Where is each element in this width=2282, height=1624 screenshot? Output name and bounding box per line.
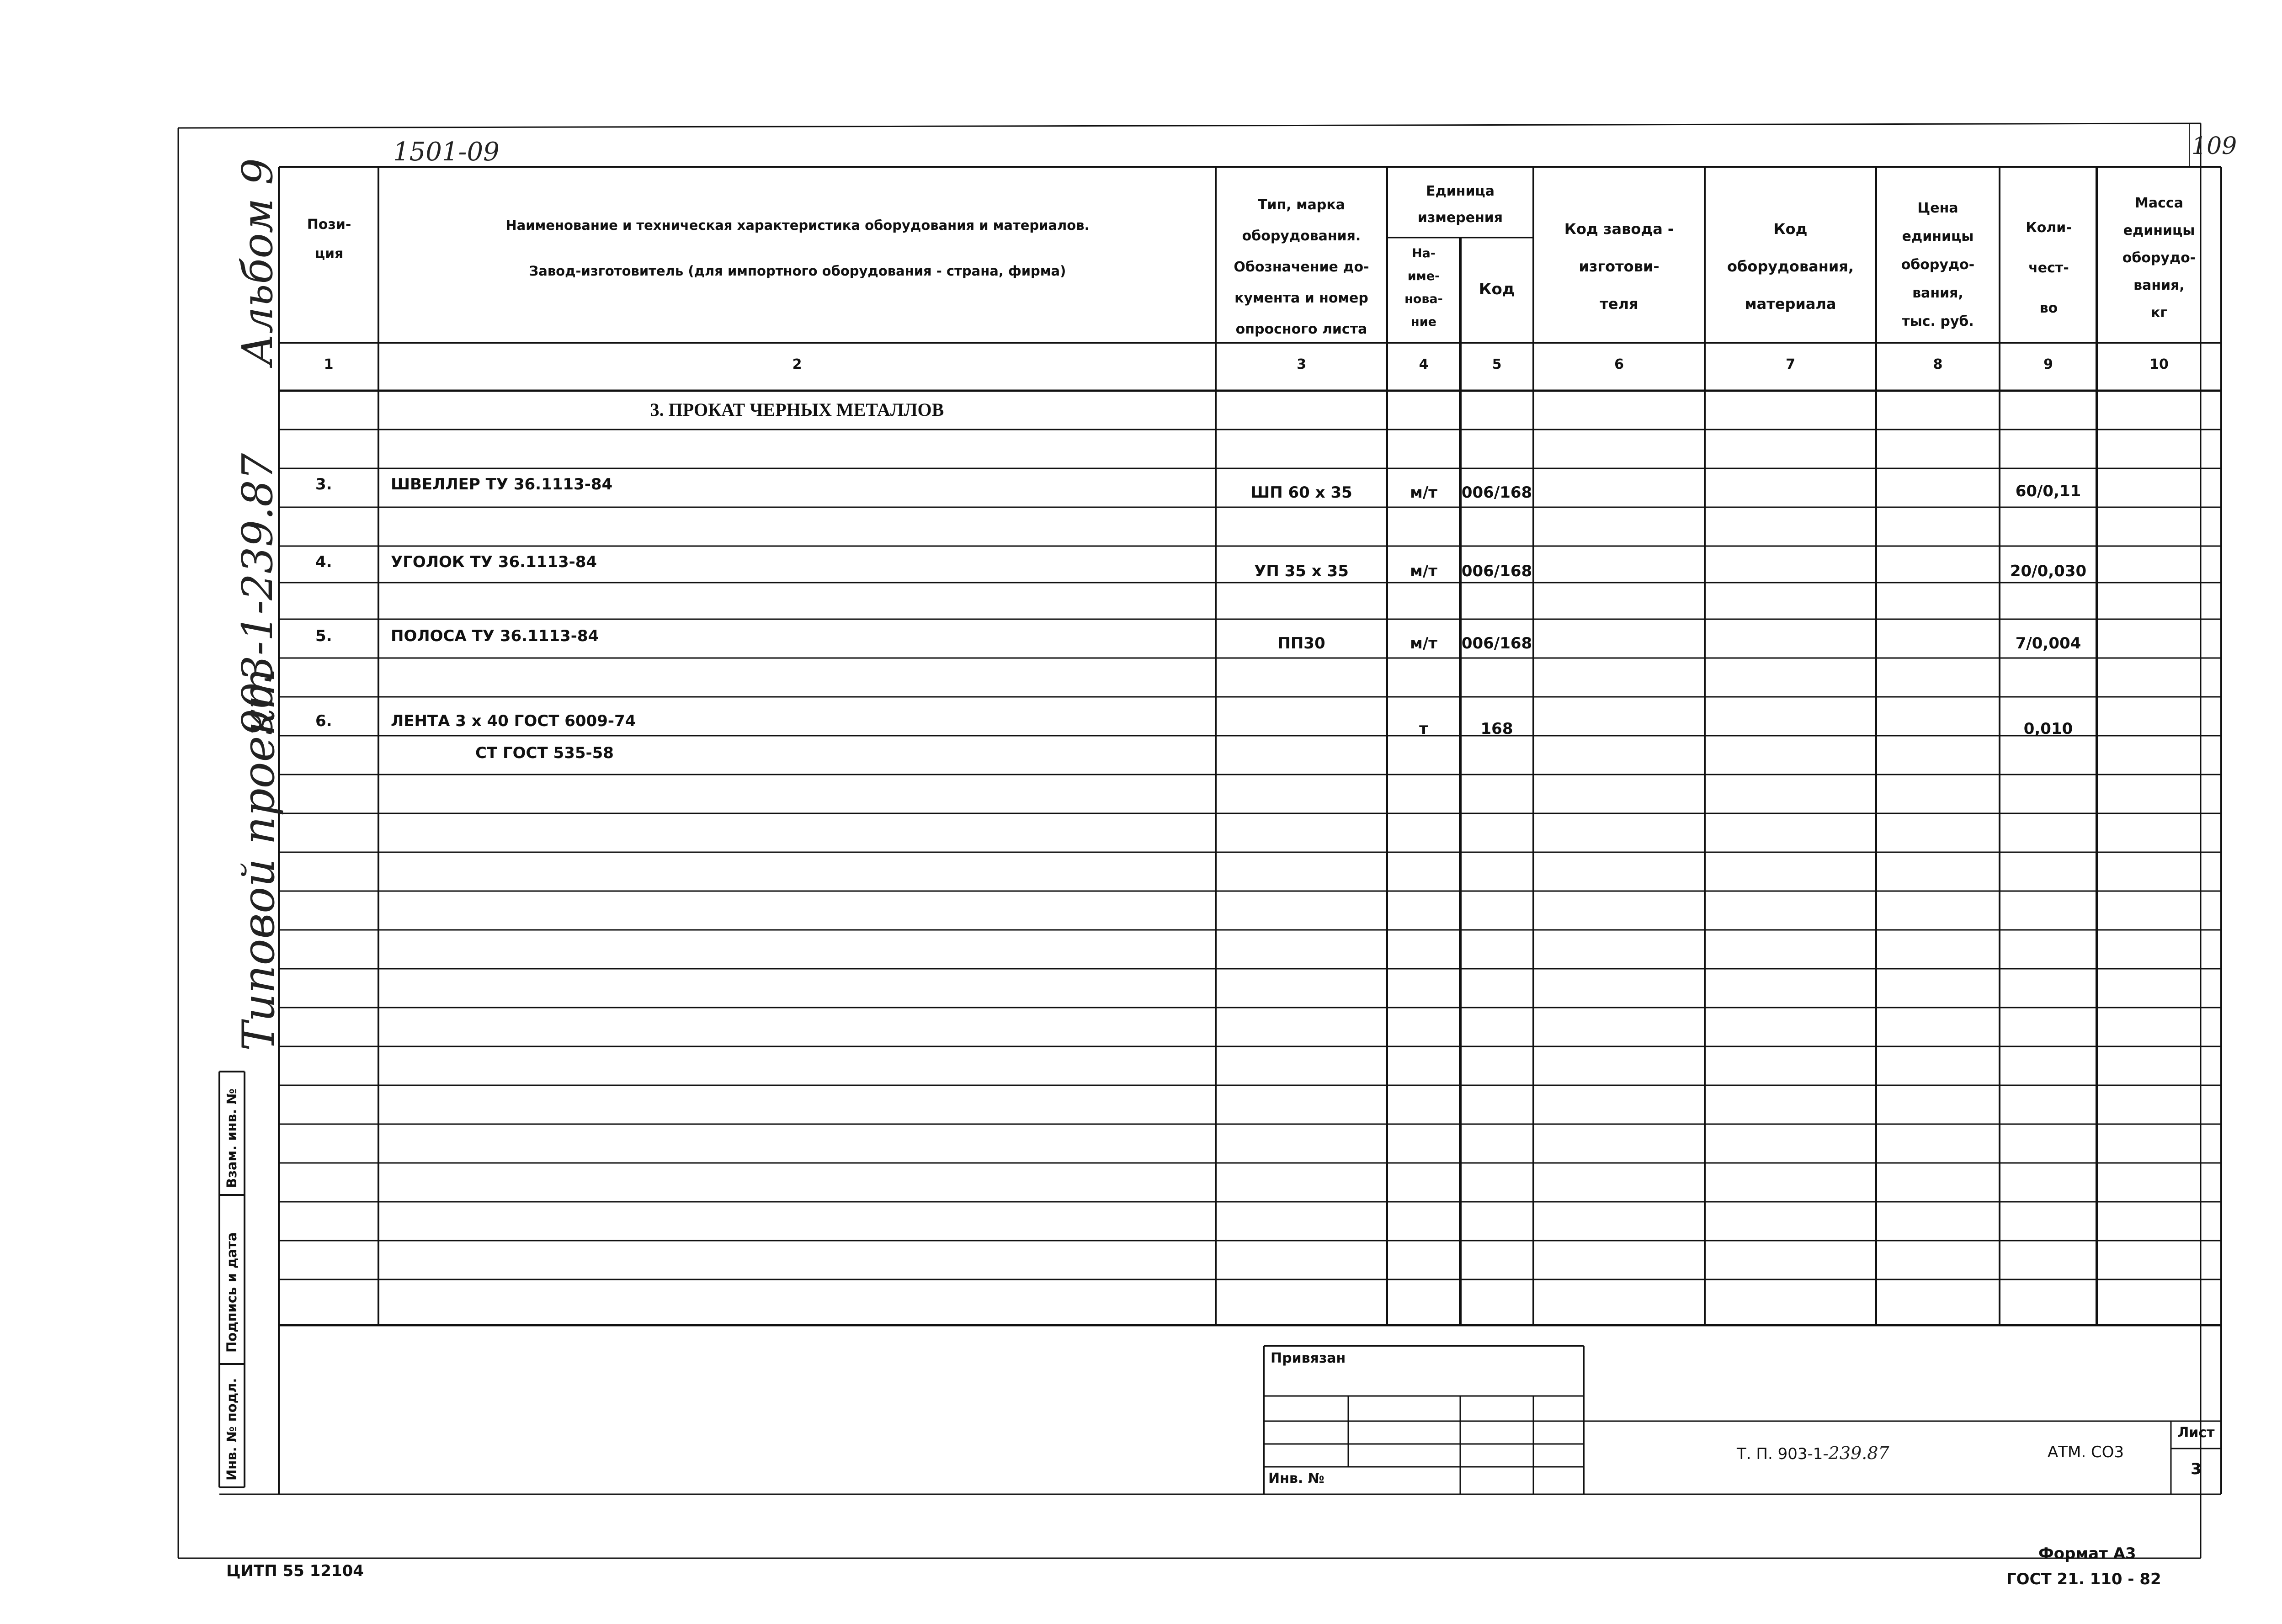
- col-number-10: 10: [2149, 356, 2169, 372]
- col-number-6: 6: [1614, 356, 1624, 372]
- header-unit-group: Единица измерения: [1417, 183, 1503, 226]
- row-4-name: УГОЛОК ТУ 36.1113-84: [391, 553, 597, 571]
- section-title: 3. ПРОКАТ ЧЕРНЫХ МЕТАЛЛОВ: [650, 399, 944, 420]
- title-block-sheet-number: 3: [2191, 1460, 2202, 1478]
- col-number-9: 9: [2043, 356, 2053, 372]
- row-5-type: ПП30: [1277, 634, 1325, 653]
- header-position: Пози- ция: [307, 217, 351, 262]
- title-block-doc-code: Т. П. 903-1-239.87: [1737, 1443, 1889, 1463]
- row-6-name: ЛЕНТА 3 х 40 ГОСТ 6009-74: [391, 712, 636, 730]
- title-block-inv-no: Инв. №: [1268, 1470, 1325, 1486]
- col-number-2: 2: [792, 356, 802, 372]
- stamp-replacement-inv: Взам. инв. №: [224, 1088, 239, 1188]
- stamp-signature-date: Подпись и дата: [224, 1232, 239, 1353]
- row-5-name: ПОЛОСА ТУ 36.1113-84: [391, 627, 599, 645]
- row-6-name-line2: СТ ГОСТ 535-58: [475, 744, 614, 762]
- header-name-line1: Наименование и техническая характеристика оборудования и материалов.: [505, 218, 1090, 233]
- stamp-original-inv: Инв. № подл.: [224, 1378, 239, 1481]
- footer-registry: ЦИТП 55 12104: [226, 1562, 364, 1580]
- header-unit-code: Код: [1479, 280, 1515, 298]
- row-3-quantity: 60/0,11: [2015, 482, 2081, 500]
- handwritten-album: Альбом 9: [233, 158, 282, 366]
- header-equipment-code: Код оборудования, материала: [1727, 220, 1854, 313]
- row-3-type: ШП 60 х 35: [1250, 483, 1352, 502]
- row-4-quantity: 20/0,030: [2010, 562, 2087, 580]
- row-6-unit: т: [1419, 720, 1428, 738]
- row-3-name: ШВЕЛЛЕР ТУ 36.1113-84: [391, 475, 613, 494]
- handwritten-project-title: Типовой проект: [233, 668, 284, 1051]
- header-mass: Масса единицы оборудо- вания, кг: [2122, 195, 2196, 321]
- header-name-line2: Завод-изготовитель (для импортного оборудования - страна, фирма): [529, 263, 1066, 279]
- col-number-3: 3: [1297, 356, 1306, 372]
- header-type: Тип, марка оборудования. Обозначение до- кумента и номер опросного листа: [1234, 197, 1369, 337]
- title-block-mark: АТМ. СО3: [2048, 1443, 2124, 1461]
- handwritten-page-number: 109: [2192, 133, 2237, 160]
- row-6-position: 6.: [315, 712, 332, 730]
- header-price: Цена единицы оборудо- вания, тыс. руб.: [1901, 200, 1975, 329]
- title-block-attached: Привязан: [1271, 1350, 1346, 1366]
- row-4-position: 4.: [315, 553, 332, 571]
- row-3-unit: м/т: [1410, 483, 1437, 502]
- col-number-8: 8: [1933, 356, 1943, 372]
- row-5-code: 006/168: [1461, 634, 1532, 653]
- col-number-5: 5: [1492, 356, 1502, 372]
- row-4-type: УП 35 х 35: [1254, 562, 1349, 580]
- header-factory-code: Код завода - изготови- теля: [1564, 220, 1674, 313]
- row-3-code: 006/168: [1461, 483, 1532, 502]
- footer-gost: ГОСТ 21. 110 - 82: [2006, 1570, 2161, 1588]
- header-unit-name: На- име- нова- ние: [1404, 246, 1443, 329]
- row-4-code: 006/168: [1461, 562, 1532, 580]
- title-block-handwritten-code: 239.87: [1828, 1443, 1889, 1463]
- row-5-position: 5.: [315, 627, 332, 645]
- row-5-quantity: 7/0,004: [2015, 634, 2081, 653]
- title-block-sheet-label: Лист: [2177, 1425, 2215, 1441]
- row-3-position: 3.: [315, 475, 332, 494]
- handwritten-sheet-number: 1501-09: [393, 137, 500, 167]
- row-6-quantity: 0,010: [2023, 720, 2073, 738]
- row-6-code: 168: [1480, 720, 1513, 738]
- handwritten-project-code: 903-1-239.87: [233, 453, 282, 736]
- header-quantity: Коли- чест- во: [2026, 220, 2072, 316]
- col-number-1: 1: [324, 356, 334, 372]
- row-4-unit: м/т: [1410, 562, 1437, 580]
- col-number-4: 4: [1419, 356, 1429, 372]
- row-5-unit: м/т: [1410, 634, 1437, 653]
- footer-format: Формат А3: [2038, 1544, 2136, 1563]
- col-number-7: 7: [1786, 356, 1795, 372]
